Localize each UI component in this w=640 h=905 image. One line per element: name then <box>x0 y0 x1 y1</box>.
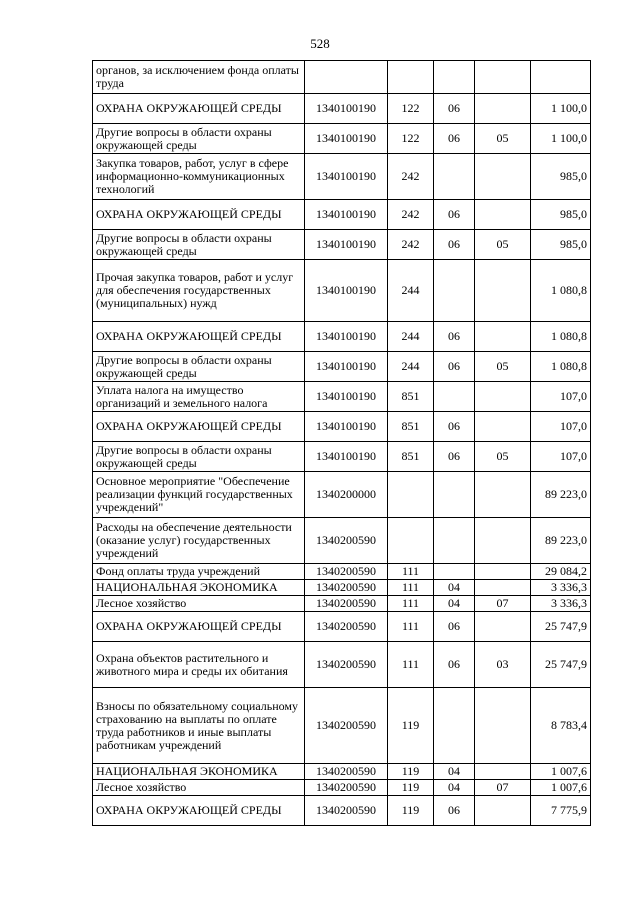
row-code-cell: 1340100190 <box>305 382 388 412</box>
row-sum-cell: 1 100,0 <box>531 94 591 124</box>
row-code-cell: 1340100190 <box>305 154 388 200</box>
row-sum-cell: 107,0 <box>531 412 591 442</box>
row-sum-cell: 25 747,9 <box>531 612 591 642</box>
row-name-cell: Расходы на обеспечение деятельности (оказание услуг) государственных учреждений <box>93 518 305 564</box>
row-name-cell: Лесное хозяйство <box>93 780 305 796</box>
row-section-cell: 06 <box>434 442 475 472</box>
row-sum-cell: 985,0 <box>531 200 591 230</box>
row-section-cell: 06 <box>434 322 475 352</box>
row-code-cell: 1340100190 <box>305 442 388 472</box>
row-section-cell <box>434 260 475 322</box>
row-subsection-cell <box>475 382 531 412</box>
table-row <box>93 412 591 442</box>
row-name-cell: ОХРАНА ОКРУЖАЮЩЕЙ СРЕДЫ <box>93 412 305 442</box>
table-row <box>93 200 591 230</box>
table-row <box>93 230 591 260</box>
row-sum-cell: 8 783,4 <box>531 688 591 764</box>
row-subsection-cell <box>475 764 531 780</box>
row-expense-type-cell: 111 <box>388 642 434 688</box>
table-row <box>93 260 591 322</box>
row-subsection-cell: 05 <box>475 230 531 260</box>
row-subsection-cell <box>475 472 531 518</box>
row-code-cell: 1340200590 <box>305 780 388 796</box>
row-subsection-cell <box>475 200 531 230</box>
row-expense-type-cell <box>388 518 434 564</box>
row-expense-type-cell: 242 <box>388 200 434 230</box>
row-subsection-cell: 07 <box>475 596 531 612</box>
row-sum-cell: 7 775,9 <box>531 796 591 826</box>
table-row <box>93 154 591 200</box>
row-name-cell: органов, за исключением фонда оплаты труда <box>93 61 305 94</box>
table-row <box>93 124 591 154</box>
row-code-cell: 1340200590 <box>305 688 388 764</box>
row-name-cell: Основное мероприятие "Обеспечение реализации функций государственных учреждений" <box>93 472 305 518</box>
row-expense-type-cell: 119 <box>388 796 434 826</box>
row-sum-cell: 1 100,0 <box>531 124 591 154</box>
row-expense-type-cell: 119 <box>388 688 434 764</box>
row-name-cell: ОХРАНА ОКРУЖАЮЩЕЙ СРЕДЫ <box>93 94 305 124</box>
table-row <box>93 382 591 412</box>
row-code-cell: 1340100190 <box>305 352 388 382</box>
table-row <box>93 61 591 94</box>
row-code-cell <box>305 61 388 94</box>
row-section-cell: 06 <box>434 642 475 688</box>
row-expense-type-cell: 242 <box>388 230 434 260</box>
row-expense-type-cell: 111 <box>388 612 434 642</box>
row-subsection-cell: 05 <box>475 124 531 154</box>
row-section-cell: 06 <box>434 352 475 382</box>
row-code-cell: 1340200590 <box>305 596 388 612</box>
row-subsection-cell <box>475 612 531 642</box>
table-row <box>93 472 591 518</box>
row-sum-cell: 89 223,0 <box>531 518 591 564</box>
row-section-cell: 06 <box>434 94 475 124</box>
table-row <box>93 796 591 826</box>
table-row <box>93 642 591 688</box>
row-section-cell: 06 <box>434 124 475 154</box>
row-code-cell: 1340200590 <box>305 612 388 642</box>
row-expense-type-cell <box>388 472 434 518</box>
row-section-cell: 06 <box>434 200 475 230</box>
table-row <box>93 518 591 564</box>
row-code-cell: 1340200590 <box>305 518 388 564</box>
row-section-cell <box>434 382 475 412</box>
table-row <box>93 352 591 382</box>
row-expense-type-cell: 244 <box>388 322 434 352</box>
row-section-cell: 04 <box>434 764 475 780</box>
row-section-cell <box>434 61 475 94</box>
row-expense-type-cell: 244 <box>388 260 434 322</box>
row-expense-type-cell: 851 <box>388 412 434 442</box>
row-section-cell: 06 <box>434 412 475 442</box>
row-section-cell: 04 <box>434 596 475 612</box>
table-row <box>93 612 591 642</box>
row-code-cell: 1340200590 <box>305 642 388 688</box>
table-row <box>93 596 591 612</box>
row-section-cell: 06 <box>434 612 475 642</box>
row-subsection-cell: 05 <box>475 352 531 382</box>
row-code-cell: 1340100190 <box>305 124 388 154</box>
row-name-cell: ОХРАНА ОКРУЖАЮЩЕЙ СРЕДЫ <box>93 796 305 826</box>
row-code-cell: 1340100190 <box>305 412 388 442</box>
row-code-cell: 1340100190 <box>305 322 388 352</box>
row-sum-cell: 1 080,8 <box>531 260 591 322</box>
table-row <box>93 442 591 472</box>
row-expense-type-cell: 244 <box>388 352 434 382</box>
row-sum-cell: 107,0 <box>531 442 591 472</box>
row-name-cell: Лесное хозяйство <box>93 596 305 612</box>
row-subsection-cell <box>475 154 531 200</box>
row-subsection-cell <box>475 564 531 580</box>
row-expense-type-cell <box>388 61 434 94</box>
row-name-cell: Другие вопросы в области охраны окружающей среды <box>93 124 305 154</box>
row-sum-cell: 3 336,3 <box>531 580 591 596</box>
row-name-cell: Охрана объектов растительного и животного мира и среды их обитания <box>93 642 305 688</box>
row-expense-type-cell: 242 <box>388 154 434 200</box>
row-expense-type-cell: 119 <box>388 780 434 796</box>
row-sum-cell: 3 336,3 <box>531 596 591 612</box>
row-expense-type-cell: 851 <box>388 382 434 412</box>
row-section-cell <box>434 564 475 580</box>
row-expense-type-cell: 119 <box>388 764 434 780</box>
row-sum-cell: 107,0 <box>531 382 591 412</box>
row-sum-cell: 1 080,8 <box>531 352 591 382</box>
row-section-cell <box>434 472 475 518</box>
row-section-cell: 06 <box>434 230 475 260</box>
row-section-cell: 04 <box>434 780 475 796</box>
row-code-cell: 1340200000 <box>305 472 388 518</box>
row-sum-cell: 1 007,6 <box>531 764 591 780</box>
row-subsection-cell <box>475 322 531 352</box>
table-row <box>93 580 591 596</box>
row-subsection-cell <box>475 412 531 442</box>
row-subsection-cell: 07 <box>475 780 531 796</box>
row-name-cell: НАЦИОНАЛЬНАЯ ЭКОНОМИКА <box>93 580 305 596</box>
row-subsection-cell <box>475 796 531 826</box>
row-sum-cell: 985,0 <box>531 230 591 260</box>
table-row <box>93 764 591 780</box>
row-sum-cell: 89 223,0 <box>531 472 591 518</box>
row-name-cell: Другие вопросы в области охраны окружающей среды <box>93 442 305 472</box>
row-section-cell <box>434 154 475 200</box>
row-code-cell: 1340100190 <box>305 230 388 260</box>
row-sum-cell: 29 084,2 <box>531 564 591 580</box>
row-name-cell: Прочая закупка товаров, работ и услуг для обеспечения государственных (муниципальных) нужд <box>93 260 305 322</box>
row-name-cell: Другие вопросы в области охраны окружающей среды <box>93 230 305 260</box>
table-row <box>93 564 591 580</box>
row-subsection-cell <box>475 580 531 596</box>
table-row <box>93 688 591 764</box>
page-number: 528 <box>310 36 330 51</box>
table-row <box>93 322 591 352</box>
row-subsection-cell: 03 <box>475 642 531 688</box>
row-sum-cell: 985,0 <box>531 154 591 200</box>
row-name-cell: Фонд оплаты труда учреждений <box>93 564 305 580</box>
row-section-cell <box>434 688 475 764</box>
row-section-cell: 06 <box>434 796 475 826</box>
row-name-cell: ОХРАНА ОКРУЖАЮЩЕЙ СРЕДЫ <box>93 322 305 352</box>
budget-table-body <box>93 61 591 826</box>
row-section-cell: 04 <box>434 580 475 596</box>
row-code-cell: 1340200590 <box>305 564 388 580</box>
row-subsection-cell <box>475 94 531 124</box>
row-name-cell: НАЦИОНАЛЬНАЯ ЭКОНОМИКА <box>93 764 305 780</box>
row-sum-cell: 25 747,9 <box>531 642 591 688</box>
row-expense-type-cell: 111 <box>388 564 434 580</box>
budget-table <box>92 60 591 826</box>
row-name-cell: ОХРАНА ОКРУЖАЮЩЕЙ СРЕДЫ <box>93 200 305 230</box>
row-expense-type-cell: 111 <box>388 580 434 596</box>
row-name-cell: Уплата налога на имущество организаций и земельного налога <box>93 382 305 412</box>
row-sum-cell: 1 007,6 <box>531 780 591 796</box>
row-code-cell: 1340200590 <box>305 580 388 596</box>
row-expense-type-cell: 122 <box>388 124 434 154</box>
row-code-cell: 1340100190 <box>305 260 388 322</box>
row-subsection-cell <box>475 260 531 322</box>
row-section-cell <box>434 518 475 564</box>
row-code-cell: 1340100190 <box>305 94 388 124</box>
row-subsection-cell <box>475 61 531 94</box>
row-expense-type-cell: 851 <box>388 442 434 472</box>
row-code-cell: 1340200590 <box>305 764 388 780</box>
table-row <box>93 780 591 796</box>
row-name-cell: ОХРАНА ОКРУЖАЮЩЕЙ СРЕДЫ <box>93 612 305 642</box>
row-code-cell: 1340100190 <box>305 200 388 230</box>
row-name-cell: Закупка товаров, работ, услуг в сфере информационно-коммуникационных технологий <box>93 154 305 200</box>
row-sum-cell: 1 080,8 <box>531 322 591 352</box>
row-name-cell: Другие вопросы в области охраны окружающей среды <box>93 352 305 382</box>
row-expense-type-cell: 111 <box>388 596 434 612</box>
row-expense-type-cell: 122 <box>388 94 434 124</box>
table-row <box>93 94 591 124</box>
row-subsection-cell: 05 <box>475 442 531 472</box>
row-subsection-cell <box>475 688 531 764</box>
row-sum-cell <box>531 61 591 94</box>
row-subsection-cell <box>475 518 531 564</box>
row-name-cell: Взносы по обязательному социальному страхованию на выплаты по оплате труда работников и иные выплаты работникам учреждений <box>93 688 305 764</box>
row-code-cell: 1340200590 <box>305 796 388 826</box>
